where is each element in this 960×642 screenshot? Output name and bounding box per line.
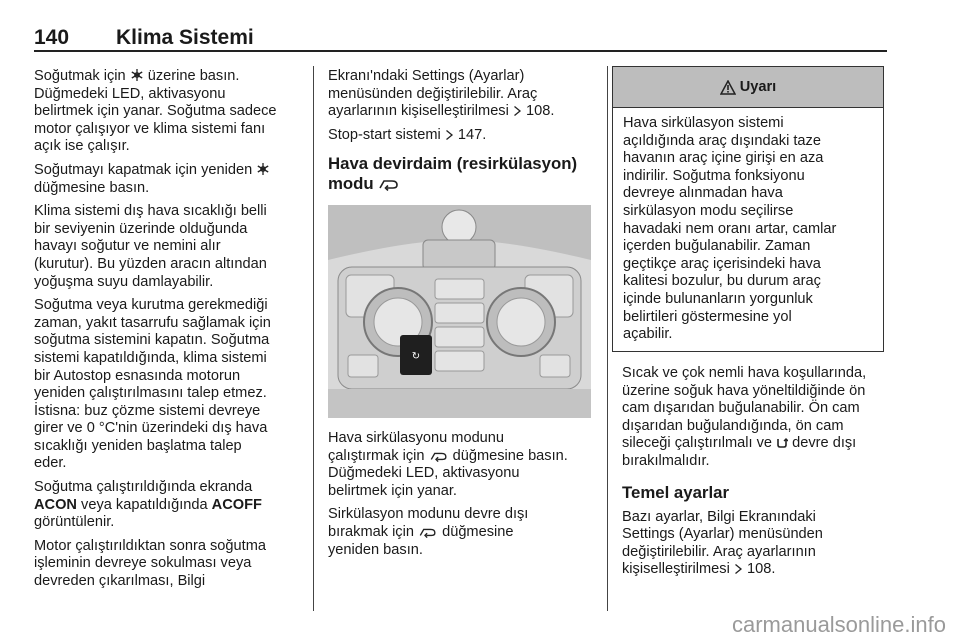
page-number: 140 (34, 26, 70, 49)
warning-triangle-icon (720, 80, 736, 95)
paragraph: Soğutmayı kapatmak için yeniden düğmesine basın. (34, 162, 300, 197)
column-3 (622, 365, 888, 585)
paragraph: Soğutma çalıştırıldığında ekranda ACON veya kapatıldığında ACOFF görüntülenir. (34, 479, 262, 531)
paragraph: Sirkülasyon modunu devre dışı bırakmak için düğmesine yeniden basın. (328, 506, 529, 558)
warning-box (612, 66, 884, 352)
warning-text: Hava sirkülasyon sistemi açıldığında araç dışındaki taze havanın araç içine girişi en aza indirilir. Soğutma fonksiyonu devreye alınmadan hava sirkülasyon modu seçilirse havadaki nem oranı artar, camlar içerden buğulanabilir. Zaman geçtikçe araç içerisindeki hava kalitesi bozulur, bu durum araç içinde bulunanların yorgunluk belirtileri göstermesine yol açabilir. (623, 115, 837, 343)
snowflake-icon (256, 162, 270, 176)
svg-text:↻: ↻ (411, 351, 421, 362)
snowflake-icon (130, 68, 144, 82)
column-divider-1 (313, 66, 314, 611)
page-ref-arrow-icon (445, 129, 454, 141)
watermark: carmanualsonline.info (731, 612, 946, 637)
page-ref-arrow-icon (513, 105, 522, 117)
recirculation-icon (776, 437, 788, 449)
section-heading: Temel ayarlar (622, 482, 729, 502)
paragraph: Stop-start sistemi 147. (328, 126, 487, 143)
recirculation-icon (418, 526, 438, 538)
column-1 (34, 68, 300, 597)
paragraph: Sıcak ve çok nemli hava koşullarında, üzerine soğuk hava yöneltildiğinde ön cam dışarıdan buğulanabilir. Ön cam dışarıdan buğulandığında, ön cam sileceği çalıştırılmalı ve devre dışı bırakılmalıdır. (622, 365, 867, 469)
paragraph: Klima sistemi dış hava sıcaklığı belli bir seviyenin üzerinde olduğunda havayı soğutur ve nemini alır (kurutur). Bu yüzden aracın altından yoğuşma suyu damlayabilir. (34, 203, 267, 290)
section-heading: Hava devirdaim (resirkülasyon) modu (328, 154, 578, 194)
warning-header (613, 67, 883, 108)
column-2 (328, 68, 594, 200)
paragraph: Ekranı'ndaki Settings (Ayarlar) menüsünden değiştirilebilir. Araç ayarlarının kişiselleştirilmesi 108. (328, 68, 555, 120)
recirculation-icon (378, 177, 400, 191)
page-ref-arrow-icon (734, 563, 743, 575)
paragraph: Soğutmak için üzerine basın. Düğmedeki LED, aktivasyonu belirtmek için yanar. Soğutma sadece motor çalışıyor ve klima sistemi fanı açık ise çalışır. (34, 68, 277, 155)
paragraph: Motor çalıştırıldıktan sonra soğutma işleminin devreye sokulması veya devreden çıkarılması, Bilgi (34, 537, 266, 590)
paragraph: Soğutma veya kurutma gerekmediği zaman, yakıt tasarrufu sağlamak için soğutma sistemini kapatın. Soğutma sistemi kapatıldığında, klima sistemi bir Autostop esnasında motorun yeniden çalıştırılmasını talep etmez. İstisna: buz çözme sistemi devreye girer ve 0 °C'nin üzerindeki dış hava sıcaklığı yeniden başlatma talep eder. (34, 297, 271, 472)
column-2-lower (328, 430, 608, 565)
paragraph: Bazı ayarlar, Bilgi Ekranındaki Settings (Ayarlar) menüsünden değiştirilebilir. Araç ayarlarının kişiselleştirilmesi 108. (622, 508, 823, 578)
paragraph: Hava sirkülasyonu modunu çalıştırmak için düğmesine basın. Düğmedeki LED, aktivasyonu belirtmek için yanar. (328, 430, 568, 499)
recirculation-icon (429, 450, 449, 462)
header-rule (34, 50, 887, 52)
page-title: Klima Sistemi (116, 26, 254, 49)
climate-control-panel-photo (328, 205, 591, 418)
warning-title: Uyarı (739, 79, 777, 95)
